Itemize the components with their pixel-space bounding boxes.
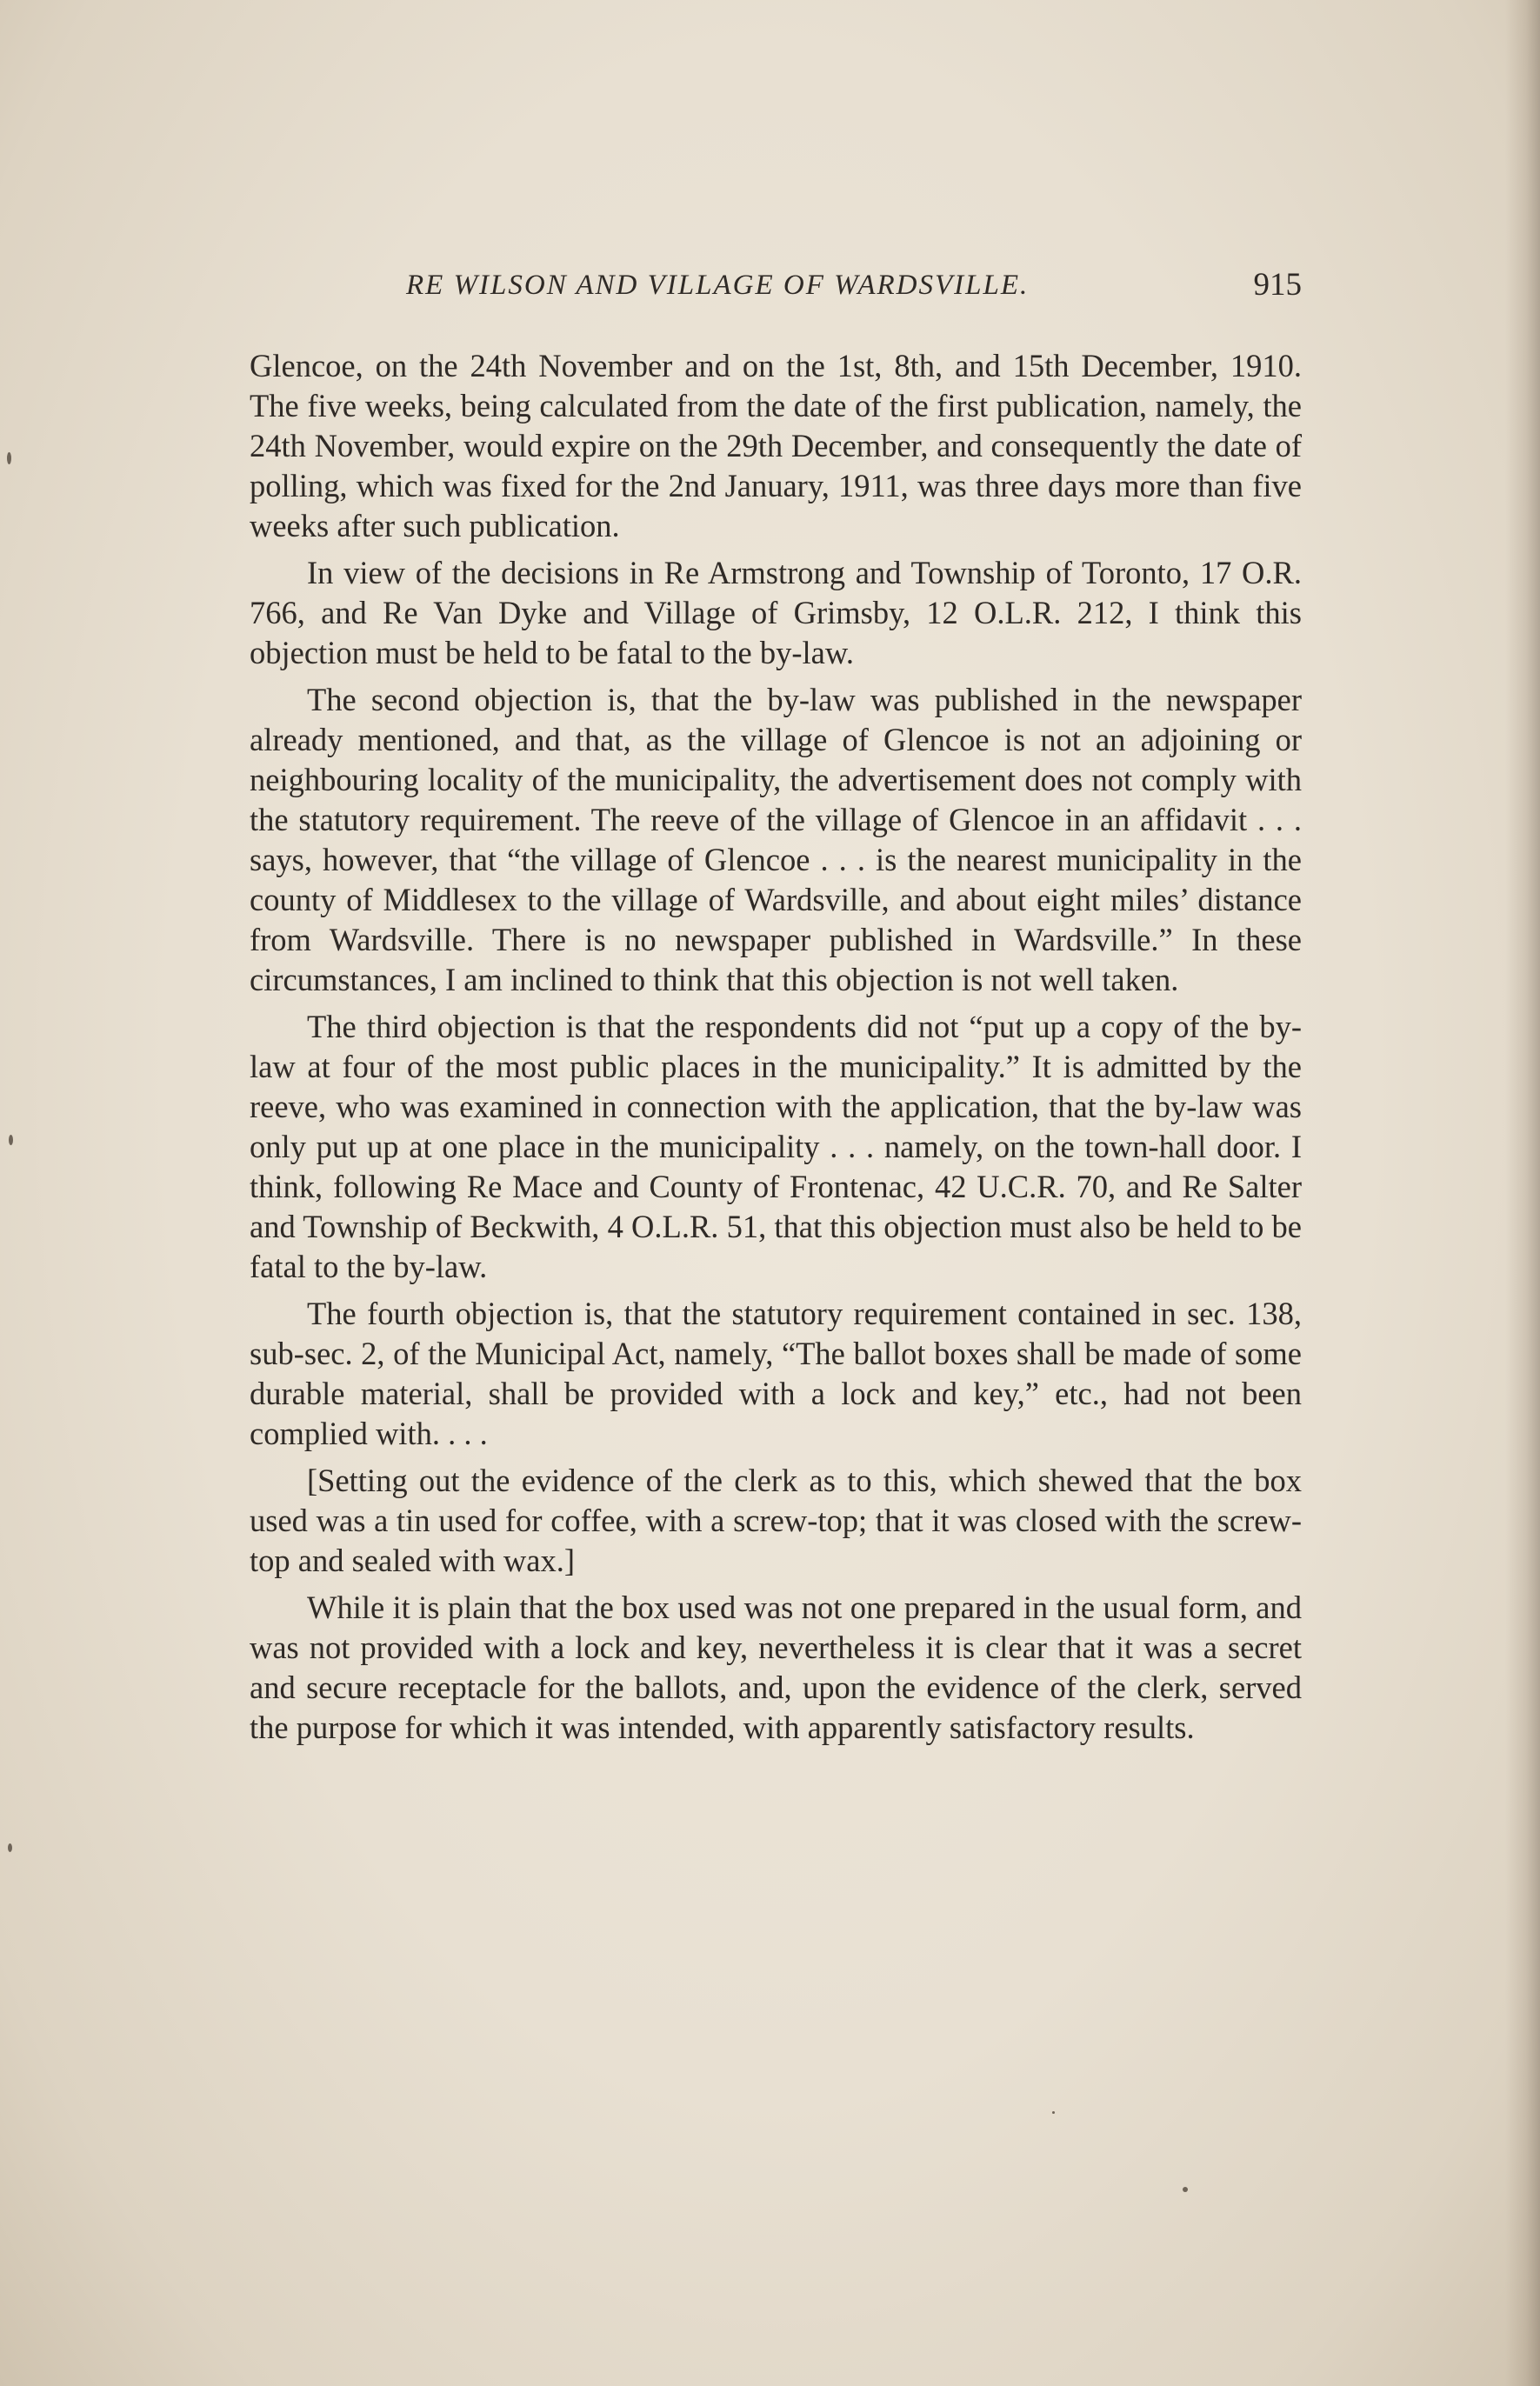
running-head — [250, 261, 1302, 310]
text-block — [250, 261, 1302, 1755]
running-head-title: RE WILSON AND VILLAGE OF WARDSVILLE. — [406, 270, 1030, 301]
page-number: 915 — [1253, 267, 1302, 303]
paragraph-continued: Glencoe, on the 24th November and on the 1st, 8th, and 15th December, 1910. The five weeks, being calculated from the date of the first publication, namely, the 24th November, would expire on the 29th December, and consequently the date of polling, which was fixed for the 2nd January, 1911, was three days more than five weeks after such publication. — [250, 348, 1302, 543]
paper-speck — [1052, 2111, 1055, 2114]
margin-speck — [7, 452, 11, 464]
body-text — [250, 346, 1302, 1748]
page-edge-shadow — [1505, 0, 1540, 2386]
margin-speck — [8, 1843, 12, 1852]
paragraph: In view of the decisions in Re Armstrong and Township of Toronto, 17 O.R. 766, and Re Van Dyke and Village of Grimsby, 12 O.L.R. 212, I think this objection must be held to be fatal to the by-law. — [250, 555, 1302, 670]
paragraph: While it is plain that the box used was not one prepared in the usual form, and was not provided with a lock and key, nevertheless it is clear that it was a secret and secure receptacle for the ballots, and, upon the evidence of the clerk, served the purpose for which it was intended, with apparently satisfactory results. — [250, 1590, 1302, 1745]
paragraph: The third objection is that the respondents did not “put up a copy of the by-law at four of the most public places in the municipality.” It is admitted by the reeve, who was examined in connection with the application, that the by-law was only put up at one place in the municipality . . . namely, on the town-hall door. I think, following Re Mace and County of Frontenac, 42 U.C.R. 70, and Re Salter and Township of Beckwith, 4 O.L.R. 51, that this objection must also be held to be fatal to the by-law. — [250, 1009, 1302, 1284]
paragraph-bracketed-note: [Setting out the evidence of the clerk as to this, which shewed that the box used was a tin used for coffee, with a screw-top; that it was closed with the screw-top and sealed with wax.] — [250, 1463, 1302, 1578]
margin-speck — [9, 1135, 13, 1145]
paragraph: The fourth objection is, that the statutory requirement contained in sec. 138, sub-sec. 2, of the Municipal Act, namely, “The ballot boxes shall be made of some durable material, shall be provided with a lock and key,” etc., had not been complied with. . . . — [250, 1296, 1302, 1451]
paragraph: The second objection is, that the by-law was published in the newspaper already mentioned, and that, as the village of Glencoe is not an adjoining or neighbouring locality of the municipality, the advertisement does not comply with the statutory requirement. The reeve of the village of Glencoe in an affidavit . . . says, however, that “the village of Glencoe . . . is the nearest municipality in the county of Middlesex to the village of Wardsville, and about eight miles’ distance from Wardsville. There is no newspaper published in Wardsville.” In these circumstances, I am inclined to think that this objection is not well taken. — [250, 682, 1302, 997]
paper-speck — [1183, 2187, 1188, 2192]
